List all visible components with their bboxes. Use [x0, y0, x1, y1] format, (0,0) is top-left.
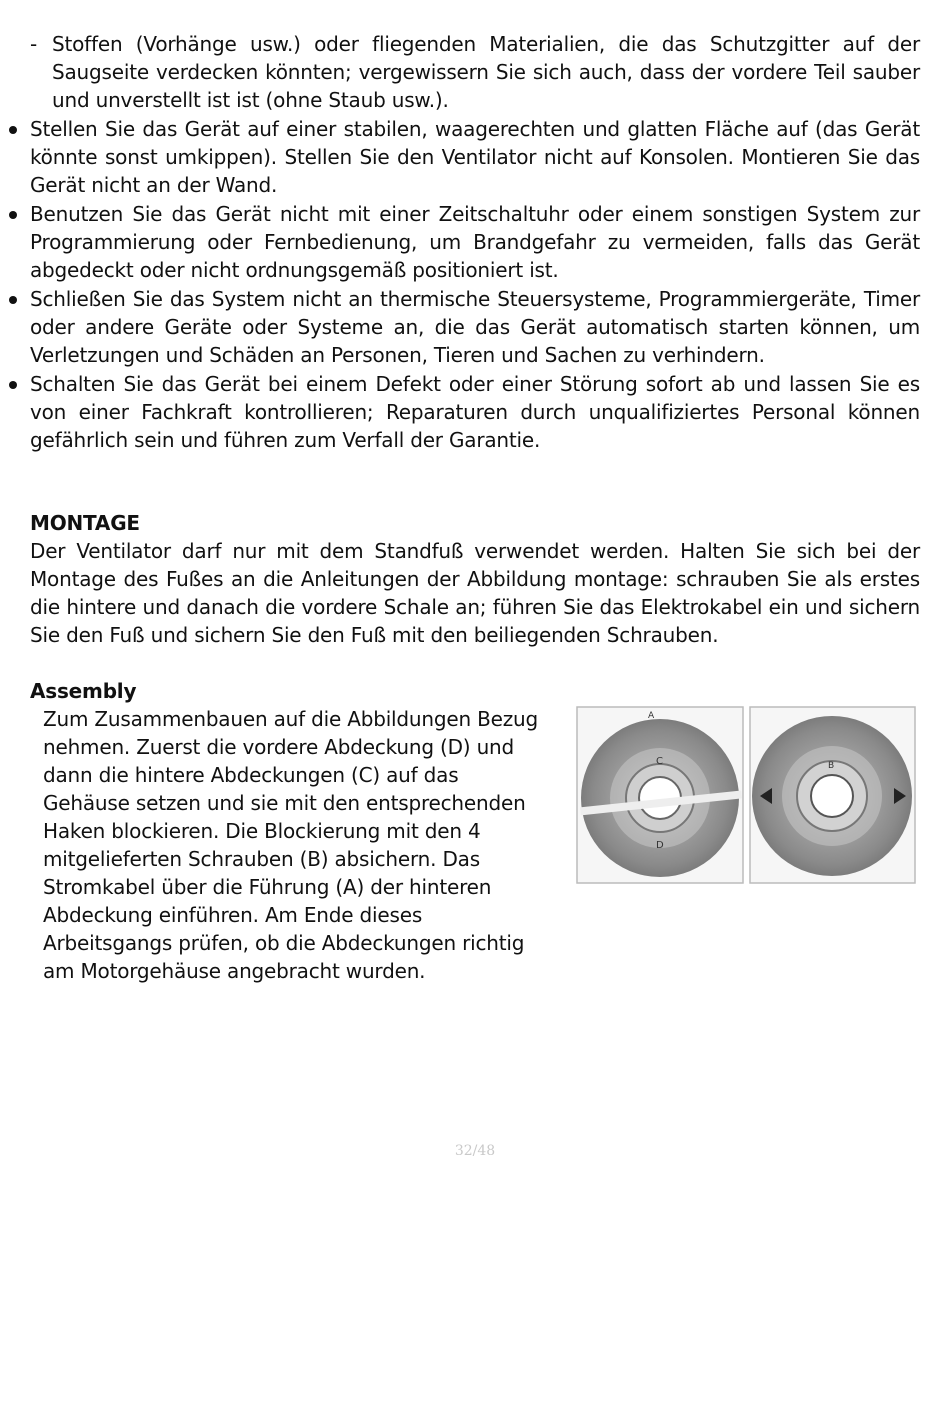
bullet-dot [9, 211, 17, 219]
montage-heading: MONTAGE [30, 511, 140, 535]
bullet-dot [9, 381, 17, 389]
assembly-figure-right-panel [750, 707, 915, 883]
label-d: D [656, 840, 664, 851]
assembly-heading: Assembly [30, 679, 137, 703]
assembly-figure-left-panel [577, 707, 743, 883]
page-number: 32/48 [454, 1143, 496, 1159]
bullet-item [6, 285, 920, 369]
bullet-item-text: Schalten Sie das Gerät bei einem Defekt oder einer Störung sofort ab und lassen Sie es von einer Fachkraft kontrollieren; Reparaturen durch unqualifiziertes Personal können gefährlich sein und führen zum Verfall der Garantie. [30, 372, 920, 452]
montage-paragraph: Der Ventilator darf nur mit dem Standfuß verwendet werden. Halten Sie sich bei der Montage des Fußes an die Anleitungen der Abbildung montage: schrauben Sie als erstes die hintere und danach die vordere Schale an; führen Sie das Elektrokabel ein und sichern Sie den Fuß und sichern Sie den Fuß mit den beiliegenden Schrauben. [30, 539, 920, 647]
bullet-dot [9, 296, 17, 304]
bullet-item-text: Schließen Sie das System nicht an thermische Steuersysteme, Programmiergeräte, Timer oder andere Geräte oder Systeme an, die das Gerät automatisch starten können, um Verletzungen und Schäden an Personen, Tieren und Sachen zu verhindern. [30, 287, 920, 367]
label-b: B [828, 761, 835, 771]
bullet-dot [9, 126, 17, 134]
bullet-item [6, 115, 920, 199]
intro-list-item [30, 30, 920, 114]
bullet-item-text: Benutzen Sie das Gerät nicht mit einer Zeitschaltuhr oder einem sonstigen System zur Programmierung oder Fernbedienung, um Brandgefahr zu vermeiden, falls das Gerät abgedeckt oder nicht ordnungsgemäß positioniert ist. [30, 202, 920, 282]
bullet-item [6, 370, 920, 454]
dash-marker: - [30, 32, 38, 56]
label-c: C [656, 756, 663, 767]
assembly-paragraph: Zum Zusammenbauen auf die Abbildungen Bezug nehmen. Zuerst die vordere Abdeckung (D) und dann die hintere Abdeckungen (C) auf das Gehäuse setzen und sie mit den entsprechenden Haken blockieren. Die Blockierung mit den 4 mitgelieferten Schrauben (B) absichern. Das Stromkabel über die Führung (A) der hinteren Abdeckung einführen. Am Ende dieses Arbeitsgangs prüfen, ob die Abdeckungen richtig am Motorgehäuse angebracht wurden. [43, 707, 538, 983]
intro-list-item-text: Stoffen (Vorhänge usw.) oder fliegenden Materialien, die das Schutzgitter auf der Saugseite verdecken könnten; vergewissern Sie sich auch, dass der vordere Teil sauber und unverstellt ist ist (ohne Staub usw.). [52, 32, 920, 112]
label-a: A [648, 711, 655, 721]
assembly-figure [576, 706, 916, 886]
safety-bullet-list [6, 115, 920, 455]
bullet-item [6, 200, 920, 284]
bullet-item-text: Stellen Sie das Gerät auf einer stabilen, waagerechten und glatten Fläche auf (das Gerät könnte sonst umkippen). Stellen Sie den Ventilator nicht auf Konsolen. Montieren Sie das Gerät nicht an der Wand. [30, 117, 920, 197]
